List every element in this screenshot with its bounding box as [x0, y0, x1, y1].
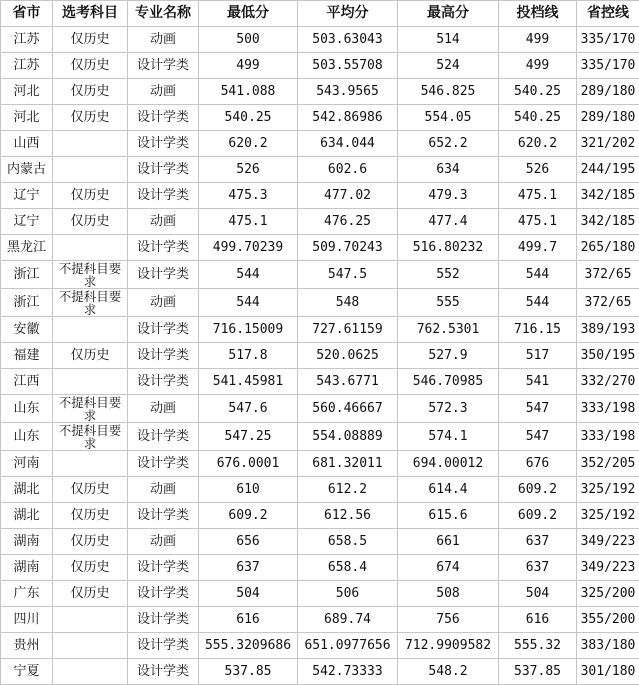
cell-major: 设计学类 [128, 343, 199, 369]
cell-major: 动画 [128, 209, 199, 235]
cell-subject [53, 451, 128, 477]
header-avg-score: 平均分 [298, 1, 398, 27]
cell-min-score: 610 [199, 477, 298, 503]
header-subject: 选考科目 [53, 1, 128, 27]
cell-filing-line: 504 [499, 581, 577, 607]
table-row [1, 503, 639, 529]
cell-min-score: 499 [199, 53, 298, 79]
cell-subject: 仅历史 [53, 53, 128, 79]
cell-subject [53, 317, 128, 343]
cell-max-score: 479.3 [398, 183, 499, 209]
cell-province: 河北 [1, 105, 53, 131]
cell-province: 宁夏 [1, 659, 53, 685]
cell-avg-score: 542.86986 [298, 105, 398, 131]
cell-control-line: 321/202 [577, 131, 639, 157]
header-control-line: 省控线 [577, 1, 639, 27]
cell-filing-line: 637 [499, 529, 577, 555]
cell-filing-line: 537.85 [499, 659, 577, 685]
cell-min-score: 547.6 [199, 395, 298, 423]
cell-max-score: 555 [398, 289, 499, 317]
cell-subject: 仅历史 [53, 503, 128, 529]
cell-major: 设计学类 [128, 659, 199, 685]
cell-min-score: 656 [199, 529, 298, 555]
cell-max-score: 527.9 [398, 343, 499, 369]
table-row [1, 555, 639, 581]
cell-avg-score: 503.63043 [298, 27, 398, 53]
cell-province: 四川 [1, 607, 53, 633]
cell-control-line: 350/195 [577, 343, 639, 369]
cell-control-line: 383/180 [577, 633, 639, 659]
cell-control-line: 335/170 [577, 27, 639, 53]
cell-min-score: 676.0001 [199, 451, 298, 477]
cell-min-score: 475.1 [199, 209, 298, 235]
cell-min-score: 541.088 [199, 79, 298, 105]
cell-min-score: 544 [199, 289, 298, 317]
table-row [1, 235, 639, 261]
cell-province: 湖北 [1, 503, 53, 529]
table-row [1, 261, 639, 289]
cell-subject: 仅历史 [53, 79, 128, 105]
cell-subject: 仅历史 [53, 477, 128, 503]
cell-major: 动画 [128, 79, 199, 105]
cell-max-score: 694.00012 [398, 451, 499, 477]
cell-filing-line: 547 [499, 423, 577, 451]
cell-major: 设计学类 [128, 157, 199, 183]
cell-filing-line: 620.2 [499, 131, 577, 157]
table-row [1, 131, 639, 157]
cell-max-score: 762.5301 [398, 317, 499, 343]
cell-min-score: 616 [199, 607, 298, 633]
cell-min-score: 500 [199, 27, 298, 53]
cell-avg-score: 612.56 [298, 503, 398, 529]
cell-subject: 仅历史 [53, 581, 128, 607]
cell-province: 河北 [1, 79, 53, 105]
table-row [1, 53, 639, 79]
cell-filing-line: 517 [499, 343, 577, 369]
cell-avg-score: 542.73333 [298, 659, 398, 685]
cell-province: 辽宁 [1, 209, 53, 235]
cell-min-score: 541.45981 [199, 369, 298, 395]
cell-max-score: 477.4 [398, 209, 499, 235]
table-row [1, 395, 639, 423]
cell-min-score: 499.70239 [199, 235, 298, 261]
cell-filing-line: 499.7 [499, 235, 577, 261]
table-row [1, 529, 639, 555]
cell-subject [53, 369, 128, 395]
cell-max-score: 508 [398, 581, 499, 607]
cell-major: 设计学类 [128, 607, 199, 633]
cell-filing-line: 616 [499, 607, 577, 633]
cell-filing-line: 475.1 [499, 183, 577, 209]
cell-avg-score: 477.02 [298, 183, 398, 209]
cell-avg-score: 689.74 [298, 607, 398, 633]
cell-province: 湖南 [1, 529, 53, 555]
cell-avg-score: 658.5 [298, 529, 398, 555]
cell-filing-line: 716.15 [499, 317, 577, 343]
cell-max-score: 548.2 [398, 659, 499, 685]
cell-control-line: 289/180 [577, 105, 639, 131]
table-row [1, 369, 639, 395]
cell-subject [53, 607, 128, 633]
header-row [1, 1, 639, 27]
cell-province: 江苏 [1, 27, 53, 53]
table-row [1, 183, 639, 209]
cell-avg-score: 554.08889 [298, 423, 398, 451]
cell-min-score: 475.3 [199, 183, 298, 209]
cell-province: 河南 [1, 451, 53, 477]
cell-subject: 不提科目要求 [53, 423, 128, 451]
cell-major: 动画 [128, 395, 199, 423]
header-major: 专业名称 [128, 1, 199, 27]
cell-max-score: 546.825 [398, 79, 499, 105]
table-row [1, 79, 639, 105]
table-row [1, 289, 639, 317]
cell-province: 湖北 [1, 477, 53, 503]
cell-min-score: 555.3209686 [199, 633, 298, 659]
cell-province: 安徽 [1, 317, 53, 343]
cell-province: 广东 [1, 581, 53, 607]
cell-avg-score: 506 [298, 581, 398, 607]
cell-filing-line: 544 [499, 289, 577, 317]
cell-major: 设计学类 [128, 423, 199, 451]
cell-filing-line: 499 [499, 27, 577, 53]
cell-major: 设计学类 [128, 451, 199, 477]
cell-control-line: 333/198 [577, 395, 639, 423]
cell-filing-line: 555.32 [499, 633, 577, 659]
cell-filing-line: 676 [499, 451, 577, 477]
cell-filing-line: 475.1 [499, 209, 577, 235]
cell-filing-line: 540.25 [499, 105, 577, 131]
cell-province: 湖南 [1, 555, 53, 581]
cell-max-score: 572.3 [398, 395, 499, 423]
header-province: 省市 [1, 1, 53, 27]
cell-max-score: 615.6 [398, 503, 499, 529]
table-row [1, 27, 639, 53]
cell-min-score: 517.8 [199, 343, 298, 369]
cell-max-score: 546.70985 [398, 369, 499, 395]
cell-min-score: 609.2 [199, 503, 298, 529]
cell-subject: 仅历史 [53, 209, 128, 235]
cell-min-score: 620.2 [199, 131, 298, 157]
cell-avg-score: 560.46667 [298, 395, 398, 423]
cell-province: 江苏 [1, 53, 53, 79]
cell-control-line: 352/205 [577, 451, 639, 477]
cell-subject: 仅历史 [53, 183, 128, 209]
table-row [1, 105, 639, 131]
cell-major: 动画 [128, 529, 199, 555]
cell-max-score: 516.80232 [398, 235, 499, 261]
cell-avg-score: 543.9565 [298, 79, 398, 105]
cell-province: 贵州 [1, 633, 53, 659]
cell-min-score: 537.85 [199, 659, 298, 685]
cell-control-line: 372/65 [577, 289, 639, 317]
cell-min-score: 544 [199, 261, 298, 289]
cell-filing-line: 609.2 [499, 477, 577, 503]
table-row [1, 423, 639, 451]
cell-filing-line: 609.2 [499, 503, 577, 529]
cell-control-line: 349/223 [577, 555, 639, 581]
cell-province: 黑龙江 [1, 235, 53, 261]
cell-filing-line: 547 [499, 395, 577, 423]
cell-control-line: 325/192 [577, 503, 639, 529]
cell-min-score: 540.25 [199, 105, 298, 131]
cell-subject: 不提科目要求 [53, 395, 128, 423]
cell-control-line: 389/193 [577, 317, 639, 343]
cell-avg-score: 727.61159 [298, 317, 398, 343]
cell-max-score: 554.05 [398, 105, 499, 131]
cell-major: 设计学类 [128, 581, 199, 607]
table-row [1, 477, 639, 503]
cell-filing-line: 541 [499, 369, 577, 395]
cell-control-line: 325/200 [577, 581, 639, 607]
cell-avg-score: 547.5 [298, 261, 398, 289]
cell-max-score: 634 [398, 157, 499, 183]
cell-avg-score: 651.0977656 [298, 633, 398, 659]
cell-major: 设计学类 [128, 105, 199, 131]
cell-avg-score: 476.25 [298, 209, 398, 235]
cell-province: 福建 [1, 343, 53, 369]
table-row [1, 451, 639, 477]
cell-control-line: 355/200 [577, 607, 639, 633]
cell-min-score: 526 [199, 157, 298, 183]
cell-major: 设计学类 [128, 633, 199, 659]
cell-subject: 不提科目要求 [53, 289, 128, 317]
cell-major: 设计学类 [128, 183, 199, 209]
cell-filing-line: 540.25 [499, 79, 577, 105]
cell-max-score: 652.2 [398, 131, 499, 157]
cell-control-line: 265/180 [577, 235, 639, 261]
cell-avg-score: 503.55708 [298, 53, 398, 79]
cell-subject: 不提科目要求 [53, 261, 128, 289]
cell-control-line: 289/180 [577, 79, 639, 105]
table-header [1, 1, 639, 27]
cell-control-line: 301/180 [577, 659, 639, 685]
cell-control-line: 333/198 [577, 423, 639, 451]
header-filing-line: 投档线 [499, 1, 577, 27]
table-row [1, 659, 639, 685]
cell-major: 设计学类 [128, 555, 199, 581]
cell-major: 设计学类 [128, 53, 199, 79]
cell-control-line: 342/185 [577, 183, 639, 209]
cell-major: 设计学类 [128, 503, 199, 529]
cell-avg-score: 634.044 [298, 131, 398, 157]
cell-subject: 仅历史 [53, 27, 128, 53]
cell-major: 设计学类 [128, 317, 199, 343]
table-row [1, 633, 639, 659]
table-row [1, 581, 639, 607]
cell-avg-score: 520.0625 [298, 343, 398, 369]
cell-control-line: 244/195 [577, 157, 639, 183]
table-row [1, 157, 639, 183]
cell-max-score: 574.1 [398, 423, 499, 451]
cell-avg-score: 548 [298, 289, 398, 317]
cell-major: 设计学类 [128, 261, 199, 289]
table-body [1, 27, 639, 685]
cell-avg-score: 612.2 [298, 477, 398, 503]
cell-filing-line: 499 [499, 53, 577, 79]
cell-max-score: 661 [398, 529, 499, 555]
cell-subject [53, 157, 128, 183]
cell-avg-score: 658.4 [298, 555, 398, 581]
cell-max-score: 552 [398, 261, 499, 289]
cell-avg-score: 602.6 [298, 157, 398, 183]
table-row [1, 317, 639, 343]
cell-subject: 仅历史 [53, 105, 128, 131]
cell-subject: 仅历史 [53, 529, 128, 555]
cell-subject: 仅历史 [53, 343, 128, 369]
cell-major: 动画 [128, 477, 199, 503]
cell-max-score: 514 [398, 27, 499, 53]
cell-control-line: 332/270 [577, 369, 639, 395]
cell-major: 设计学类 [128, 235, 199, 261]
cell-major: 设计学类 [128, 369, 199, 395]
cell-major: 动画 [128, 27, 199, 53]
cell-max-score: 756 [398, 607, 499, 633]
cell-province: 内蒙古 [1, 157, 53, 183]
cell-max-score: 614.4 [398, 477, 499, 503]
cell-subject [53, 131, 128, 157]
cell-max-score: 524 [398, 53, 499, 79]
cell-subject [53, 633, 128, 659]
cell-control-line: 349/223 [577, 529, 639, 555]
cell-control-line: 372/65 [577, 261, 639, 289]
cell-min-score: 547.25 [199, 423, 298, 451]
cell-province: 山西 [1, 131, 53, 157]
cell-avg-score: 681.32011 [298, 451, 398, 477]
cell-filing-line: 544 [499, 261, 577, 289]
cell-control-line: 342/185 [577, 209, 639, 235]
cell-major: 设计学类 [128, 131, 199, 157]
header-min-score: 最低分 [199, 1, 298, 27]
cell-province: 山东 [1, 423, 53, 451]
cell-min-score: 637 [199, 555, 298, 581]
cell-min-score: 716.15009 [199, 317, 298, 343]
cell-province: 江西 [1, 369, 53, 395]
table-row [1, 209, 639, 235]
cell-max-score: 674 [398, 555, 499, 581]
cell-province: 辽宁 [1, 183, 53, 209]
cell-province: 山东 [1, 395, 53, 423]
cell-filing-line: 526 [499, 157, 577, 183]
cell-filing-line: 637 [499, 555, 577, 581]
cell-subject [53, 659, 128, 685]
cell-subject: 仅历史 [53, 555, 128, 581]
table-row [1, 343, 639, 369]
cell-min-score: 504 [199, 581, 298, 607]
cell-avg-score: 543.6771 [298, 369, 398, 395]
table-row [1, 607, 639, 633]
cell-max-score: 712.9909582 [398, 633, 499, 659]
cell-avg-score: 509.70243 [298, 235, 398, 261]
cell-control-line: 335/170 [577, 53, 639, 79]
header-max-score: 最高分 [398, 1, 499, 27]
cell-province: 浙江 [1, 289, 53, 317]
cell-major: 动画 [128, 289, 199, 317]
cell-subject [53, 235, 128, 261]
cell-province: 浙江 [1, 261, 53, 289]
cell-control-line: 325/192 [577, 477, 639, 503]
